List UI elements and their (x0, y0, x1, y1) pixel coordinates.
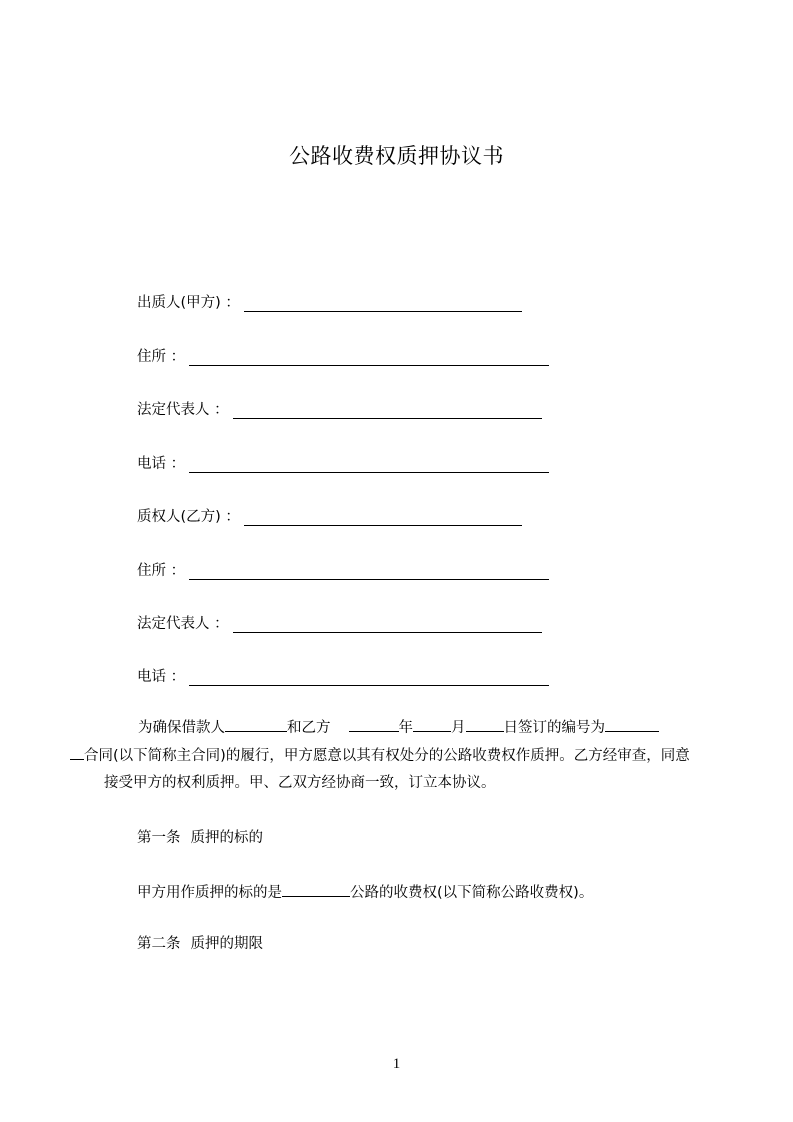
article-1-heading (137, 826, 263, 847)
document-title: 公路收费权质押协议书 (289, 144, 504, 168)
pledgor-phone-blank (189, 454, 549, 473)
pledgee-address-blank (189, 561, 549, 580)
intro-text-2: 和乙方 (287, 720, 331, 736)
pledgee-address-field (137, 556, 549, 580)
article-1-body (137, 879, 593, 902)
article-1-number: 第一条 (137, 830, 181, 846)
intro-text-1: 为确保借款人 (138, 720, 225, 736)
pledgee-address-label: 住所 ： (137, 563, 186, 579)
article-1-title: 质押的标的 (190, 830, 263, 846)
day-blank (466, 714, 504, 732)
page-number: 1 (392, 1056, 401, 1072)
year-blank (349, 714, 399, 732)
intro-text-3: 年 (398, 720, 413, 736)
pledgee-label: 质权人(乙方) ： (137, 509, 240, 525)
pledgor-blank (244, 293, 522, 312)
pledgee-blank (244, 507, 522, 526)
pledgee-phone-blank (189, 667, 549, 686)
pledgor-phone-field (137, 449, 549, 473)
article-1-text-2: 公路的收费权(以下简称公路收费权)。 (350, 885, 594, 901)
intro-text-4: 月 (451, 720, 466, 736)
highway-name-blank (282, 879, 350, 897)
pledgor-representative-label: 法定代表人 ： (137, 402, 229, 418)
borrower-blank (225, 714, 287, 732)
pledgee-representative-blank (233, 614, 542, 633)
article-2-title: 质押的期限 (190, 936, 263, 952)
pledgor-address-blank (189, 347, 549, 366)
pledgor-field (137, 288, 522, 312)
intro-text-6: 合同(以下简称主合同)的履行，甲方愿意以其有权处分的公路收费权作质押。乙方经审查，同意接受甲方的权利质押。甲、乙双方经协商一致，订立本协议。 (84, 748, 690, 791)
pledgor-label: 出质人(甲方) ： (137, 295, 240, 311)
contract-number-blank (605, 714, 659, 732)
pledgor-address-label: 住所 ： (137, 349, 186, 365)
month-blank (413, 714, 451, 732)
contract-number-blank-cont (70, 742, 84, 760)
pledgee-phone-label: 电话 ： (137, 669, 186, 685)
pledgor-representative-blank (233, 400, 542, 419)
pledgor-phone-label: 电话 ： (137, 456, 186, 472)
pledgee-representative-label: 法定代表人 ： (137, 616, 229, 632)
pledgee-phone-field (137, 662, 549, 686)
intro-paragraph (84, 714, 704, 797)
pledgee-representative-field (137, 609, 542, 633)
intro-text-5: 日签订的编号为 (503, 720, 605, 736)
pledgee-field (137, 502, 522, 526)
article-2-heading (137, 932, 263, 953)
article-1-text-1: 甲方用作质押的标的是 (137, 885, 282, 901)
pledgor-address-field (137, 342, 549, 366)
pledgor-representative-field (137, 395, 542, 419)
article-2-number: 第二条 (137, 936, 181, 952)
